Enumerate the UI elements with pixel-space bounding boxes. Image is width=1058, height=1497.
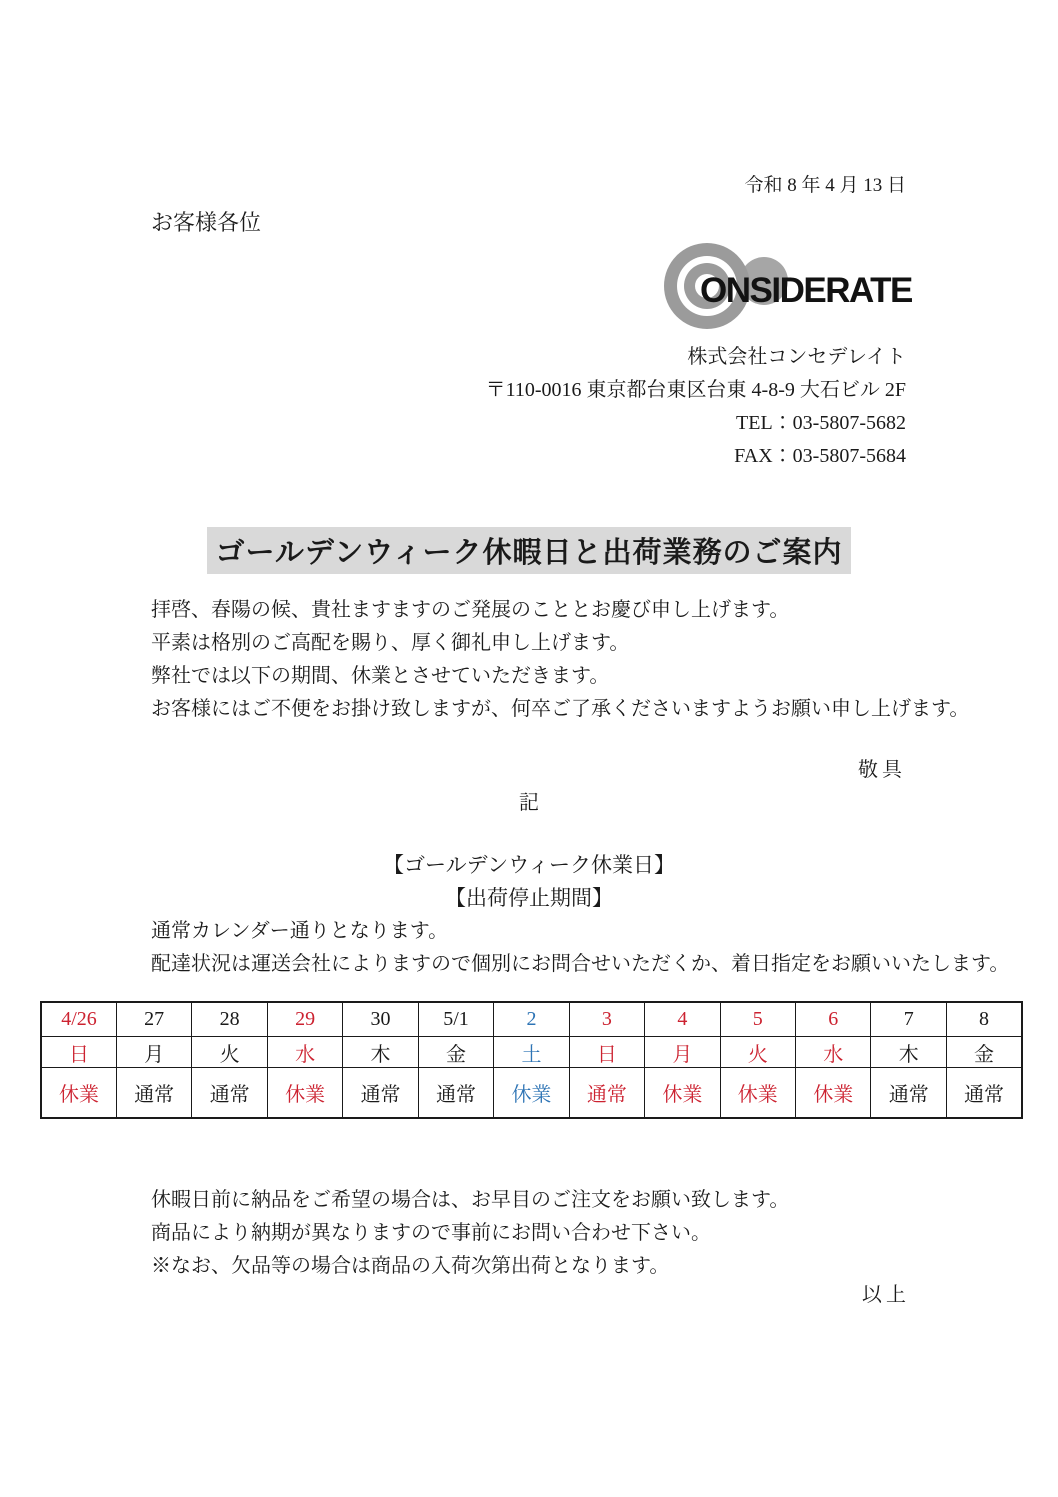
cal-date-cell: 8 <box>946 1002 1022 1037</box>
logo-wordmark: ONSIDERATE <box>700 271 912 310</box>
cal-date-cell: 30 <box>343 1002 418 1037</box>
greeting-line: 拝啓、春陽の候、貴社ますますのご発展のこととお慶び申し上げます。 <box>151 599 790 621</box>
company-address: 〒110-0016 東京都台東区台東 4-8-9 大石ビル 2F <box>485 379 906 401</box>
cal-date-cell: 6 <box>796 1002 871 1037</box>
note-line: 通常カレンダー通りとなります。 <box>151 920 449 942</box>
cal-date-cell: 4 <box>645 1002 720 1037</box>
greeting-line: 平素は格別のご高配を賜り、厚く御礼申し上げます。 <box>151 632 630 654</box>
notes-below-table <box>151 1184 789 1283</box>
cal-date-cell: 5 <box>720 1002 795 1037</box>
issue-date: 令和 8 年 4 月 13 日 <box>744 175 906 196</box>
notes-above-table <box>151 915 1009 981</box>
cal-date-cell: 3 <box>569 1002 644 1037</box>
section-headings <box>0 849 1058 915</box>
cal-weekday-cell: 木 <box>871 1037 946 1068</box>
cal-status-cell: 休業 <box>267 1068 342 1119</box>
note-line: 商品により納期が異なりますので事前にお問い合わせ下さい。 <box>151 1222 711 1244</box>
cal-status-cell: 休業 <box>796 1068 871 1119</box>
table-row-status <box>41 1068 1022 1119</box>
note-line: 休暇日前に納品をご希望の場合は、お早目のご注文をお願い致します。 <box>151 1189 790 1211</box>
note-line: ※なお、欠品等の場合は商品の入荷次第出荷となります。 <box>151 1255 670 1277</box>
greeting-line: 弊社では以下の期間、休業とさせていただきます。 <box>151 665 610 687</box>
section-heading-holiday: 【ゴールデンウィーク休業日】 <box>383 853 675 877</box>
cal-date-cell: 28 <box>192 1002 267 1037</box>
title-row <box>0 527 1058 574</box>
record-mark-ki: 記 <box>519 792 539 814</box>
company-fax: FAX：03-5807-5684 <box>734 445 906 467</box>
cal-date-cell: 2 <box>494 1002 569 1037</box>
cal-date-cell: 5/1 <box>418 1002 493 1037</box>
cal-weekday-cell: 木 <box>343 1037 418 1068</box>
company-info-block <box>486 341 906 473</box>
cal-status-cell: 通常 <box>192 1068 267 1119</box>
cal-date-cell: 27 <box>116 1002 191 1037</box>
note-line: 配達状況は運送会社によりますので個別にお問合せいただくか、着日指定をお願いいたします。 <box>151 953 1010 975</box>
cal-date-cell: 29 <box>267 1002 342 1037</box>
holiday-calendar-table <box>40 1001 1023 1119</box>
cal-weekday-cell: 水 <box>267 1037 342 1068</box>
cal-weekday-cell: 日 <box>41 1037 116 1068</box>
cal-status-cell: 通常 <box>343 1068 418 1119</box>
cal-weekday-cell: 月 <box>116 1037 191 1068</box>
cal-status-cell: 通常 <box>569 1068 644 1119</box>
cal-status-cell: 通常 <box>418 1068 493 1119</box>
cal-weekday-cell: 月 <box>645 1037 720 1068</box>
section-heading-shipping-stop: 【出荷停止期間】 <box>445 886 613 910</box>
cal-weekday-cell: 金 <box>946 1037 1022 1068</box>
table-row-dates <box>41 1002 1022 1037</box>
company-name: 株式会社コンセデレイト <box>687 346 906 368</box>
cal-weekday-cell: 金 <box>418 1037 493 1068</box>
cal-status-cell: 休業 <box>720 1068 795 1119</box>
cal-weekday-cell: 火 <box>720 1037 795 1068</box>
cal-status-cell: 休業 <box>494 1068 569 1119</box>
page-title: ゴールデンウィーク休暇日と出荷業務のご案内 <box>207 527 850 574</box>
cal-date-cell: 7 <box>871 1002 946 1037</box>
cal-status-cell: 休業 <box>41 1068 116 1119</box>
greeting-paragraphs <box>151 594 969 726</box>
cal-weekday-cell: 土 <box>494 1037 569 1068</box>
cal-status-cell: 休業 <box>645 1068 720 1119</box>
cal-weekday-cell: 日 <box>569 1037 644 1068</box>
recipient-line: お客様各位 <box>151 210 262 235</box>
cal-weekday-cell: 火 <box>192 1037 267 1068</box>
cal-status-cell: 通常 <box>946 1068 1022 1119</box>
end-mark-ijou: 以上 <box>862 1284 910 1306</box>
cal-date-cell: 4/26 <box>41 1002 116 1037</box>
greeting-line: お客様にはご不便をお掛け致しますが、何卒ご了承くださいますようお願い申し上げます。 <box>151 698 970 720</box>
cal-weekday-cell: 水 <box>796 1037 871 1068</box>
company-logo <box>664 243 914 338</box>
cal-status-cell: 通常 <box>871 1068 946 1119</box>
table-row-weekdays <box>41 1037 1022 1068</box>
company-tel: TEL：03-5807-5682 <box>736 412 906 434</box>
cal-status-cell: 通常 <box>116 1068 191 1119</box>
closing-keigu: 敬具 <box>858 759 906 781</box>
